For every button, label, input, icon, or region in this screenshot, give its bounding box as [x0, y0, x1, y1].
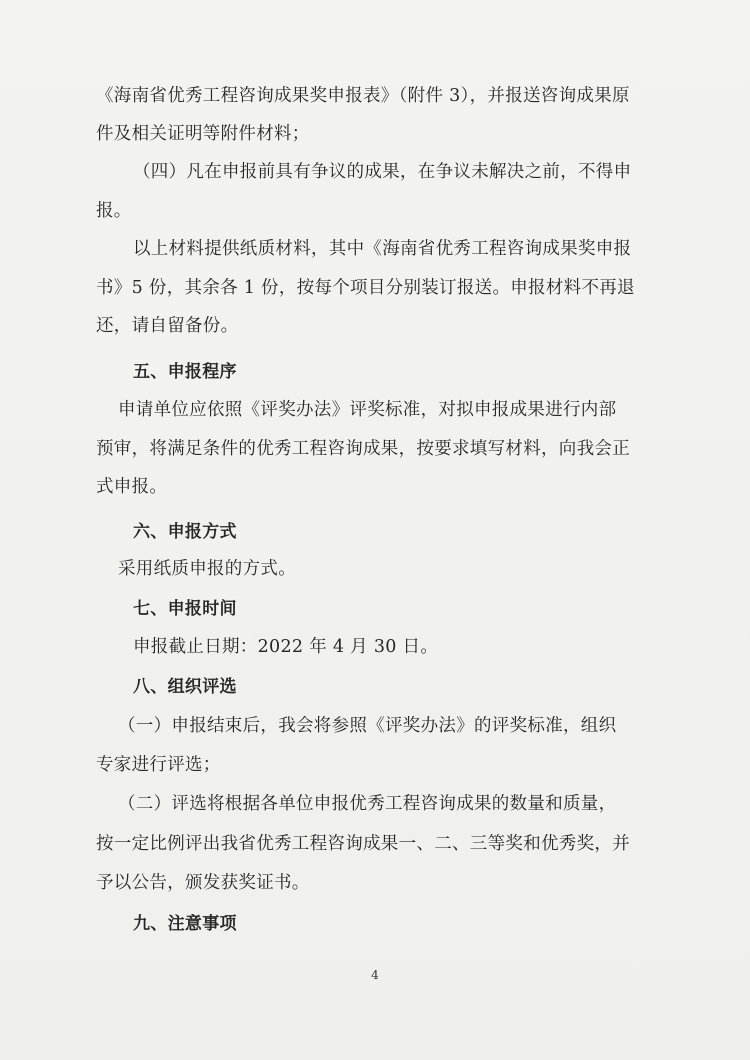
- body-text-line: 还，请自留备份。: [96, 316, 239, 336]
- page-number: 4: [371, 968, 379, 982]
- body-text-line: 书》5 份，其余各 1 份，按每个项目分别装订报送。申报材料不再退: [96, 278, 635, 298]
- body-text-line: 专家进行评选；: [96, 755, 221, 775]
- body-text-line: 式申报。: [96, 477, 168, 497]
- body-text-line: 报。: [96, 201, 132, 221]
- body-text-line: 件及相关证明等附件材料；: [96, 124, 310, 144]
- body-text-line: 申报截止日期：2022 年 4 月 30 日。: [133, 637, 439, 657]
- body-text-line: （一）申报结束后，我会将参照《评奖办法》的评奖标准，组织: [118, 716, 617, 736]
- section-heading: 六、申报方式: [133, 522, 237, 542]
- body-text-line: 按一定比例评出我省优秀工程咨询成果一、二、三等奖和优秀奖，并: [96, 834, 630, 854]
- body-text-line: 预审，将满足条件的优秀工程咨询成果，按要求填写材料，向我会正: [96, 439, 630, 459]
- section-heading: 八、组织评选: [133, 677, 237, 697]
- body-text-line: （四）凡在申报前具有争议的成果，在争议未解决之前，不得申: [133, 162, 632, 182]
- body-text-line: 以上材料提供纸质材料，其中《海南省优秀工程咨询成果奖申报: [133, 239, 632, 259]
- body-text-line: （二）评选将根据各单位申报优秀工程咨询成果的数量和质量，: [118, 794, 617, 814]
- body-text-line: 采用纸质申报的方式。: [118, 559, 296, 579]
- section-heading: 五、申报程序: [133, 362, 237, 382]
- body-text-line: 予以公告，颁发获奖证书。: [96, 873, 310, 893]
- section-heading: 九、注意事项: [133, 914, 237, 934]
- body-text-line: 《海南省优秀工程咨询成果奖申报表》（附件 3），并报送咨询成果原: [96, 86, 630, 106]
- body-text-line: 申请单位应依照《评奖办法》评奖标准，对拟申报成果进行内部: [118, 400, 617, 420]
- section-heading: 七、申报时间: [133, 599, 237, 619]
